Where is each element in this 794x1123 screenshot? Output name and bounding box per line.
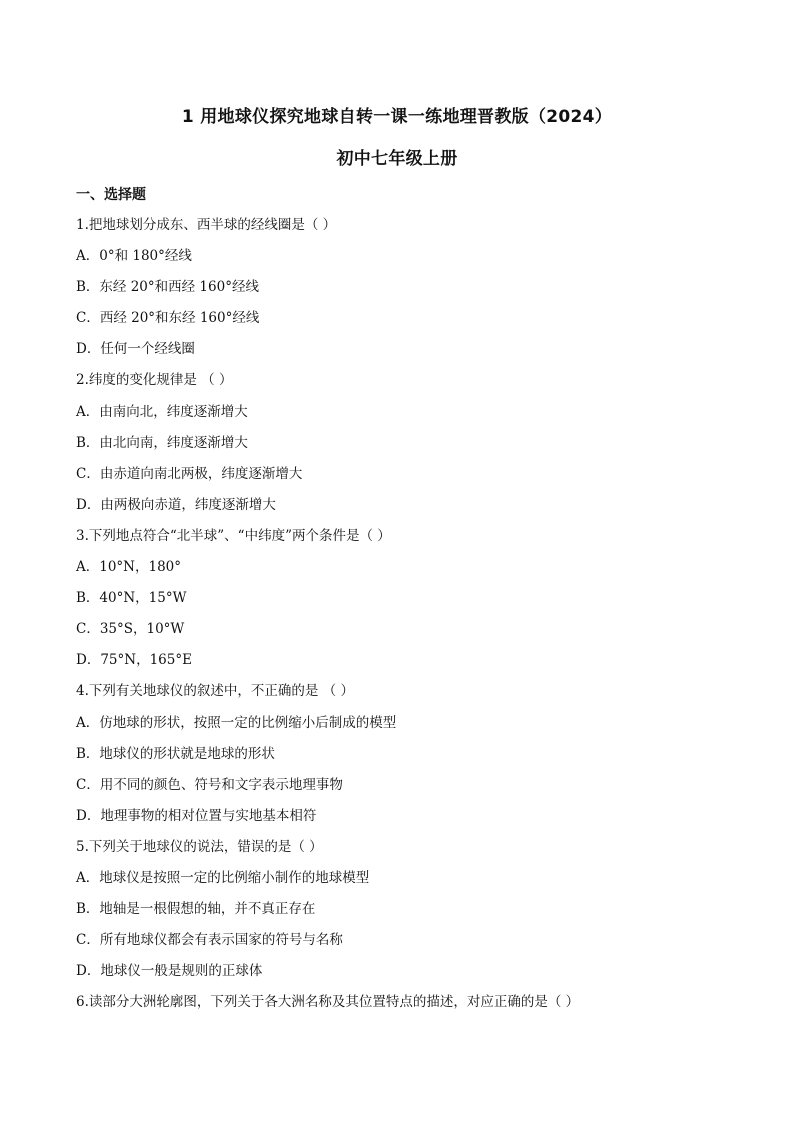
document-subtitle: 初中七年级上册 — [336, 149, 458, 169]
question-option: D．任何一个经线圈 — [76, 341, 195, 358]
question-option: C．由赤道向南北两极，纬度逐渐增大 — [76, 465, 303, 482]
question-option: C．所有地球仪都会有表示国家的符号与名称 — [76, 932, 343, 949]
question-option: C．西经 20°和东经 160°经线 — [76, 310, 260, 327]
question-stem: 6.读部分大洲轮廓图，下列关于各大洲名称及其位置特点的描述，对应正确的是（ ） — [76, 994, 580, 1011]
question-option: A．由南向北，纬度逐渐增大 — [76, 403, 248, 420]
question-option: D．由两极向赤道，纬度逐渐增大 — [76, 496, 276, 513]
question-option: B．地轴是一根假想的轴，并不真正存在 — [76, 901, 316, 918]
question-option: A．仿地球的形状，按照一定的比例缩小后制成的模型 — [76, 714, 397, 731]
section-heading: 一、选择题 — [76, 187, 146, 203]
question-option: A．10°N，180° — [76, 559, 182, 576]
question-option: B．东经 20°和西经 160°经线 — [76, 279, 259, 296]
question-option: B．地球仪的形状就是地球的形状 — [76, 745, 275, 762]
question-stem: 1.把地球划分成东、西半球的经线圈是（ ） — [76, 217, 337, 233]
question-option: B．40°N，15°W — [76, 590, 187, 607]
question-option: D．地理事物的相对位置与实地基本相符 — [76, 807, 317, 824]
question-option: C．用不同的颜色、符号和文字表示地理事物 — [76, 776, 343, 793]
question-option: A．0°和 180°经线 — [76, 248, 192, 265]
question-option: D．地球仪一般是规则的正球体 — [76, 963, 263, 980]
question-option: B．由北向南，纬度逐渐增大 — [76, 434, 248, 451]
question-list — [76, 214, 736, 1022]
question-stem: 5.下列关于地球仪的说法，错误的是（ ） — [76, 838, 323, 855]
document-title: 1 用地球仪探究地球自转一课一练地理晋教版（2024） — [181, 107, 613, 127]
question-stem: 4.下列有关地球仪的叙述中，不正确的是 （ ） — [76, 683, 354, 700]
question-stem: 3.下列地点符合“北半球”、“中纬度”两个条件是（ ） — [76, 527, 391, 544]
question-stem: 2.纬度的变化规律是 （ ） — [76, 372, 233, 389]
question-option: D．75°N，165°E — [76, 652, 192, 669]
question-option: A．地球仪是按照一定的比例缩小制作的地球模型 — [76, 869, 370, 886]
question-option: C．35°S，10°W — [76, 621, 185, 638]
